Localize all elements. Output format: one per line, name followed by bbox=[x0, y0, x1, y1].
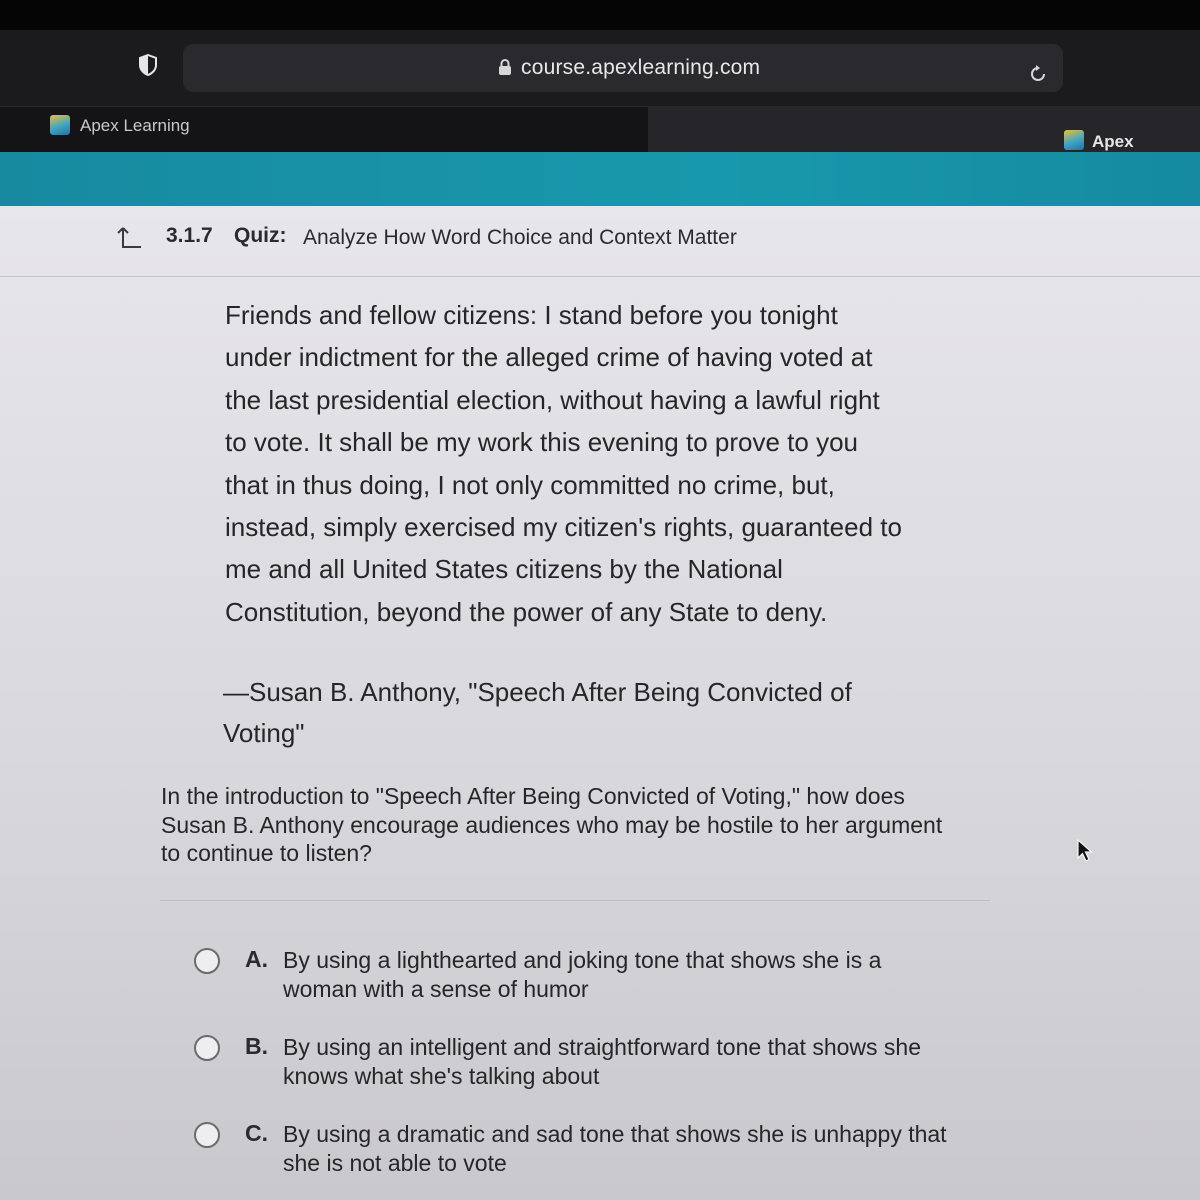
choice-line: By using a dramatic and sad tone that shows she is unhappy that bbox=[283, 1121, 947, 1147]
quiz-number: 3.1.7 bbox=[166, 224, 213, 247]
question-line: Susan B. Anthony encourage audiences who may be hostile to her argument bbox=[161, 811, 943, 838]
choice-line: knows what she's talking about bbox=[283, 1062, 600, 1089]
choice-line: woman with a sense of humor bbox=[283, 975, 589, 1002]
address-bar[interactable] bbox=[183, 44, 1063, 92]
choice-text bbox=[283, 1033, 1043, 1090]
passage-line: instead, simply exercised my citizen's rights, guaranteed to bbox=[225, 512, 902, 543]
lock-icon bbox=[498, 58, 512, 76]
question-text bbox=[161, 782, 1001, 868]
passage-line: me and all United States citizens by the National bbox=[225, 554, 783, 585]
choice-letter: C. bbox=[245, 1120, 268, 1146]
reload-icon[interactable] bbox=[1028, 64, 1048, 84]
tab-apex-learning-active[interactable] bbox=[0, 106, 648, 153]
choice-line: she is not able to vote bbox=[283, 1149, 507, 1176]
mouse-cursor-icon bbox=[1076, 838, 1094, 864]
passage-line: to vote. It shall be my work this evening to prove to you bbox=[225, 427, 858, 458]
browser-chrome bbox=[0, 0, 1200, 152]
apex-favicon bbox=[50, 115, 70, 135]
tab-title: Apex Learning bbox=[80, 116, 190, 135]
choice-letter: A. bbox=[245, 946, 268, 972]
tab-apex-learning[interactable] bbox=[648, 106, 1200, 152]
back-arrow-icon[interactable] bbox=[116, 225, 142, 251]
quiz-page bbox=[0, 206, 1200, 1200]
passage-line: under indictment for the alleged crime of having voted at bbox=[225, 342, 873, 373]
question-line: to continue to listen? bbox=[161, 840, 372, 866]
radio-button-c[interactable] bbox=[194, 1122, 220, 1148]
passage-line: Friends and fellow citizens: I stand before you tonight bbox=[225, 300, 838, 330]
passage-line: that in thus doing, I not only committed no crime, but, bbox=[225, 469, 835, 500]
quiz-title: Analyze How Word Choice and Context Matter bbox=[303, 226, 737, 249]
passage-attribution bbox=[223, 672, 943, 754]
passage-line: Constitution, beyond the power of any State to deny. bbox=[225, 596, 828, 627]
radio-button-b[interactable] bbox=[194, 1035, 220, 1061]
top-edge bbox=[0, 0, 1200, 30]
choice-letter: B. bbox=[245, 1033, 268, 1059]
divider bbox=[160, 900, 990, 901]
question-line: In the introduction to "Speech After Being Convicted of Voting," how does bbox=[161, 783, 905, 809]
passage-line: the last presidential election, without having a lawful right bbox=[225, 384, 880, 415]
attribution-line: —Susan B. Anthony, "Speech After Being Convicted of bbox=[223, 677, 852, 707]
quiz-header bbox=[0, 206, 1200, 277]
apex-favicon bbox=[1064, 130, 1084, 150]
choice-line: By using a lighthearted and joking tone that shows she is a bbox=[283, 947, 882, 973]
choice-text bbox=[283, 946, 1043, 1003]
attribution-line: Voting" bbox=[223, 718, 305, 748]
apex-header-bar bbox=[0, 152, 1200, 206]
url-text: course.apexlearning.com bbox=[521, 56, 761, 79]
passage-text bbox=[225, 294, 945, 633]
shield-icon[interactable] bbox=[138, 54, 158, 76]
choice-text bbox=[283, 1120, 1043, 1177]
quiz-label: Quiz: bbox=[234, 224, 287, 247]
choice-line: By using an intelligent and straightforward tone that shows she bbox=[283, 1034, 921, 1060]
radio-button-a[interactable] bbox=[194, 948, 220, 974]
tab-title: Apex bbox=[1092, 132, 1134, 151]
